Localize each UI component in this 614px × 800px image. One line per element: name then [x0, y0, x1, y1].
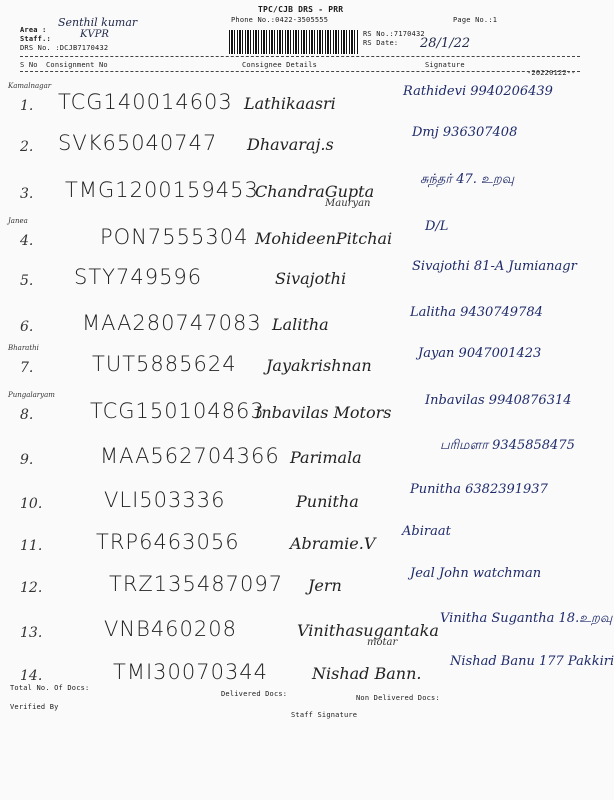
row-number: 11.: [20, 538, 43, 554]
area-handwritten: Senthil kumar: [58, 16, 138, 29]
consignee-name: Jern: [308, 576, 342, 595]
recipient-signature: Jayan 9047001423: [418, 346, 542, 361]
row-note: Pungalaryam: [8, 391, 55, 399]
recipient-signature: Rathidevi 9940206439: [403, 84, 553, 99]
row-number: 13.: [20, 625, 43, 641]
consignment-number: TCG140014603: [58, 90, 233, 114]
verified-by-label: Verified By: [10, 703, 59, 711]
total-docs-label: Total No. Of Docs:: [10, 684, 90, 692]
consignee-name: Nishad Bann.: [312, 664, 422, 683]
col-signature: Signature: [425, 61, 465, 69]
phone-number: Phone No.:0422-3505555: [231, 16, 329, 24]
recipient-signature: Sivajothi 81-A Jumianagr: [412, 259, 577, 274]
row-number: 3.: [20, 186, 34, 202]
row-number: 7.: [20, 360, 34, 376]
delivered-docs-label: Delivered Docs:: [221, 690, 288, 698]
non-delivered-docs-label: Non Delivered Docs:: [356, 694, 440, 702]
row-number: 6.: [20, 319, 34, 335]
header-divider: [20, 56, 580, 57]
consignee-name: Abramie.V: [290, 534, 376, 553]
row-number: 5.: [20, 273, 34, 289]
consignment-number: STY749596: [74, 265, 203, 289]
consignee-name: Sivajothi: [275, 269, 347, 288]
recipient-signature: Jeal John watchman: [410, 566, 542, 581]
consignee-name: Lalitha: [272, 315, 329, 334]
consignee-name: Parimala: [290, 448, 362, 467]
consignee-name: Jayakrishnan: [266, 356, 372, 375]
consignment-number: TRZ135487097: [109, 572, 284, 596]
consignment-number: TUT5885624: [92, 352, 237, 376]
consignee-name: Vinithasugantaka: [297, 621, 439, 640]
col-sno: S No: [20, 61, 38, 69]
consignment-number: MAA280747083: [82, 311, 262, 335]
row-note: Kamalnagar: [8, 82, 52, 90]
recipient-signature: Lalitha 9430749784: [410, 305, 543, 320]
row-number: 10.: [20, 496, 43, 512]
consignee-name: Dhavaraj.s: [247, 135, 334, 154]
consignee-name: ChandraGupta: [255, 182, 375, 201]
row-number: 8.: [20, 407, 34, 423]
row-note: Bharathi: [8, 344, 39, 352]
recipient-signature: சுந்தர் 47. உறவு: [420, 172, 515, 187]
consignee-name: Lathikaasri: [244, 94, 336, 113]
recipient-signature: D/L: [425, 219, 449, 234]
consignment-number: VNB460208: [104, 617, 237, 641]
rs-date-handwritten: 28/1/22: [420, 36, 471, 51]
consignee-subline: Mauryan: [325, 198, 371, 209]
recipient-signature: Dmj 936307408: [412, 125, 518, 140]
row-note: Janea: [8, 217, 28, 225]
consignment-number: TCG150104863: [90, 399, 265, 423]
rs-date-label: RS Date:: [363, 39, 399, 47]
staff-handwritten: KVPR: [80, 29, 109, 40]
date-code: -20220122--: [527, 69, 576, 77]
row-number: 12.: [20, 580, 43, 596]
consignment-number: VLI503336: [104, 488, 226, 512]
row-number: 9.: [20, 452, 34, 468]
consignment-number: MAA562704366: [100, 444, 280, 468]
consignee-name: Punitha: [296, 492, 359, 511]
recipient-signature: Abiraat: [402, 524, 451, 539]
consignment-number: TMG1200159453: [65, 178, 259, 202]
drs-number: DRS No. :DCJB7170432: [20, 44, 109, 52]
consignment-number: TMI30070344: [113, 660, 269, 684]
recipient-signature: Nishad Banu 177 Pakkiri: [450, 654, 614, 669]
consignee-subline: motar: [367, 637, 398, 648]
row-number: 14.: [20, 668, 43, 684]
row-number: 1.: [20, 98, 34, 114]
recipient-signature: Inbavilas 9940876314: [425, 393, 572, 408]
consignment-number: SVK65040747: [58, 131, 218, 155]
row-number: 4.: [20, 233, 34, 249]
columns-divider: [20, 71, 580, 72]
consignment-number: PON7555304: [100, 225, 249, 249]
staff-signature-label: Staff Signature: [291, 711, 358, 719]
col-consignee: Consignee Details: [242, 61, 318, 69]
staff-label: Staff.:: [20, 35, 51, 43]
doc-title: TPC/CJB DRS - PRR: [258, 5, 344, 14]
col-consignment: Consignment No: [46, 61, 108, 69]
barcode: [229, 30, 359, 54]
consignee-name: MohideenPitchai: [255, 229, 393, 248]
row-number: 2.: [20, 139, 34, 155]
consignee-name: Inbavilas Motors: [255, 403, 392, 422]
area-label: Area :: [20, 26, 47, 34]
recipient-signature: Punitha 6382391937: [410, 482, 548, 497]
recipient-signature: பரிமளா 9345858475: [440, 438, 575, 453]
recipient-signature: Vinitha Sugantha 18.உறவு: [440, 611, 613, 626]
consignment-number: TRP6463056: [96, 530, 240, 554]
page-number: Page No.:1: [453, 16, 498, 24]
rs-number: RS No.:7170432: [363, 30, 425, 38]
